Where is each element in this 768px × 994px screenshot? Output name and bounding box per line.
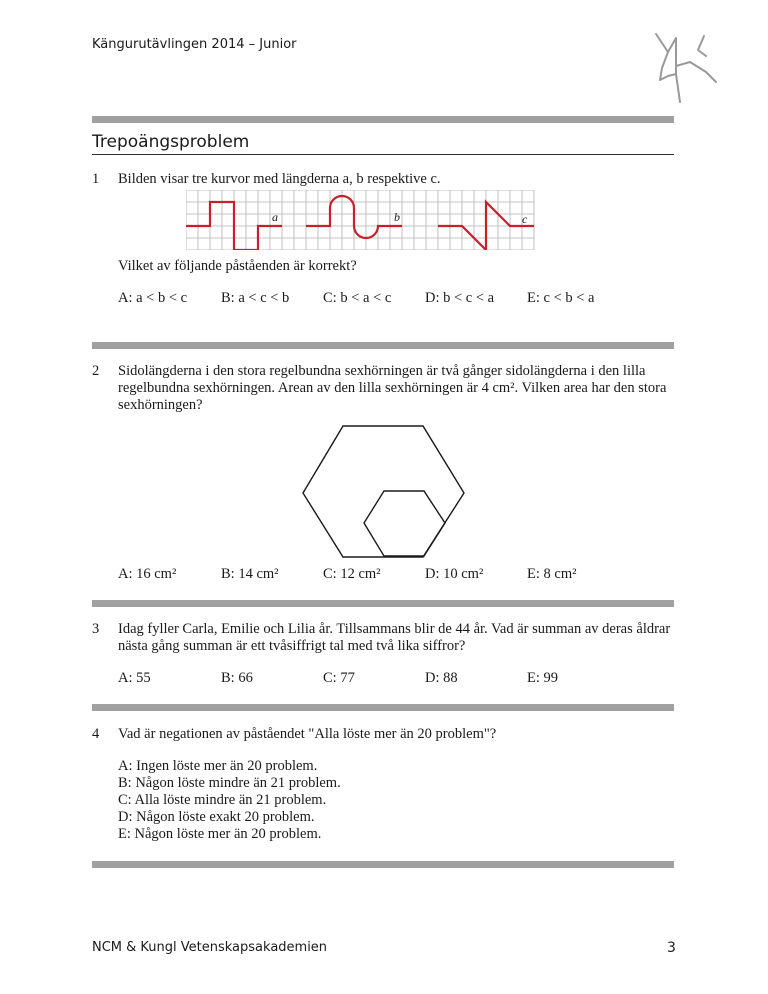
q1-option-e: E: c < b < a — [527, 290, 595, 306]
section-divider-bar — [92, 116, 674, 123]
q2-option-b: B: 14 cm² — [221, 566, 279, 582]
q1-option-c: C: b < a < c — [323, 290, 392, 306]
curve-label-a: a — [272, 210, 278, 224]
q3-option-a: A: 55 — [118, 670, 151, 686]
q1-option-b: B: a < c < b — [221, 290, 290, 306]
q1-text: Bilden visar tre kurvor med längderna a, b respektive c. — [118, 171, 441, 187]
curve-c — [438, 202, 534, 250]
q3-option-b: B: 66 — [221, 670, 253, 686]
kangaroo-logo-icon — [646, 26, 726, 111]
q4-option-d: D: Någon löste exakt 20 problem. — [118, 809, 315, 825]
q2-option-c: C: 12 cm² — [323, 566, 381, 582]
q4-option-a: A: Ingen löste mer än 20 problem. — [118, 758, 318, 774]
q4-option-b: B: Någon löste mindre än 21 problem. — [118, 775, 341, 791]
footer-publisher: NCM & Kungl Vetenskapsakademien — [92, 940, 328, 955]
q4-option-c: C: Alla löste mindre än 21 problem. — [118, 792, 327, 808]
curve-label-c: c — [522, 212, 528, 226]
curve-label-b: b — [394, 210, 400, 224]
q4-option-e: E: Någon löste mer än 20 problem. — [118, 826, 322, 842]
q2-option-d: D: 10 cm² — [425, 566, 484, 582]
question-divider-bar — [92, 600, 674, 607]
q2-number: 2 — [92, 363, 100, 379]
q3-text: Idag fyller Carla, Emilie och Lilia år. Tillsammans blir de 44 år. Vad är summan av deras åldrar nästa gång summan är ett tvåsiffrigt tal med två lika siffror? — [118, 621, 671, 654]
curve-a — [186, 202, 282, 250]
q1-prompt: Vilket av följande påståenden är korrekt? — [118, 258, 357, 274]
q4-options-list — [118, 758, 341, 843]
q3-option-c: C: 77 — [323, 670, 355, 686]
page-number: 3 — [667, 940, 676, 956]
q3-option-d: D: 88 — [425, 670, 458, 686]
q1-option-a: A: a < b < c — [118, 290, 188, 306]
section-title: Trepoängsproblem — [92, 132, 250, 152]
q3-number: 3 — [92, 621, 100, 637]
q4-text: Vad är negationen av påståendet "Alla löste mer än 20 problem"? — [118, 726, 497, 742]
question-divider-bar — [92, 861, 674, 868]
q1-number: 1 — [92, 171, 100, 187]
question-divider-bar — [92, 704, 674, 711]
q2-hexagon-figure — [300, 423, 468, 564]
q1-option-d: D: b < c < a — [425, 290, 495, 306]
q2-option-e: E: 8 cm² — [527, 566, 577, 582]
q3-option-e: E: 99 — [527, 670, 559, 686]
section-rule — [92, 154, 674, 155]
question-divider-bar — [92, 342, 674, 349]
q2-text: Sidolängderna i den stora regelbundna sexhörningen är två gånger sidolängderna i den lilla regelbundna sexhörningen. Arean av den lilla sexhörningen är 4 cm². Vilken area har den stora sexhörningen? — [118, 363, 667, 413]
q4-number: 4 — [92, 726, 100, 742]
small-hexagon — [364, 491, 445, 556]
q2-option-a: A: 16 cm² — [118, 566, 177, 582]
q1-curves-figure — [186, 190, 536, 255]
header-title: Kängurutävlingen 2014 – Junior — [92, 37, 297, 52]
